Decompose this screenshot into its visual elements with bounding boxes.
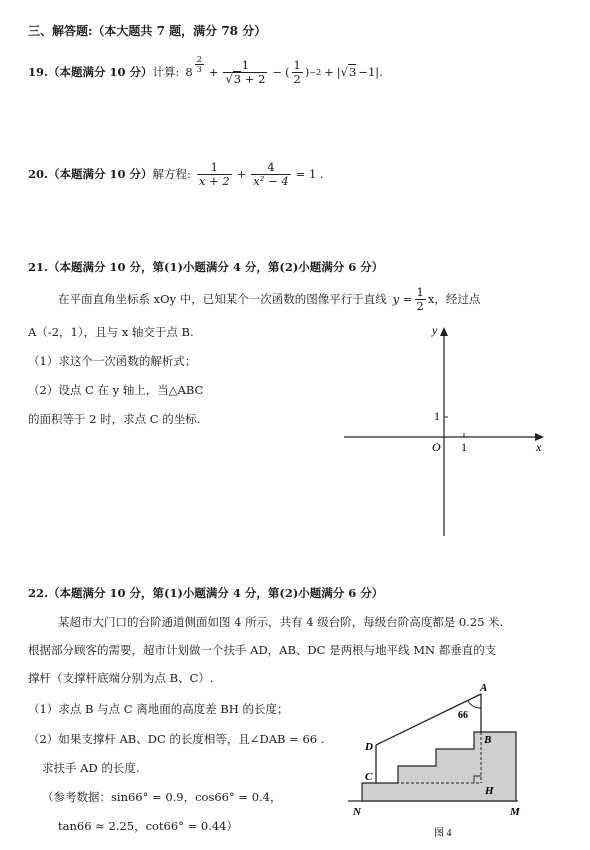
- q21-line-1: 在平面直角坐标系 xOy 中，已知某个一次函数的图像平行于直线 y = $\frac{1}{2}$ x，经过点: [58, 284, 481, 313]
- angle-label: 66: [458, 710, 468, 721]
- origin-label: O: [432, 440, 441, 454]
- q22-part-1: （1）求点 B 与点 C 离地面的高度差 BH 的长度；: [28, 702, 289, 716]
- q19-number: 19.: [28, 65, 49, 79]
- q22-ref-2: tan66 ≈ 2.25，cot66° = 0.44）: [58, 819, 238, 833]
- y-axis-arrow: [440, 327, 448, 336]
- q22-part-2-cont: 求扶手 AD 的长度.: [42, 761, 140, 775]
- q22-part-2: （2）如果支撑杆 AB、DC 的长度相等，且∠DAB = 66 .: [28, 732, 325, 746]
- label-n: N: [353, 806, 361, 818]
- x-tick-label: 1: [461, 440, 467, 454]
- q21-part-2: （2）设点 C 在 y 轴上，当△ABC: [28, 383, 204, 397]
- q19-fraction: $\frac{1}{√3 + 2}$: [225, 57, 266, 86]
- question-20: 20. （本题满分 10 分） 解方程: $\frac{1}{x + 2}$ + $\frac{4}{\text{x² − 4}}$ = 1 .: [28, 159, 324, 188]
- q21-part-1: （1）求这个一次函数的解析式；: [28, 354, 197, 368]
- y-axis-label: y: [432, 323, 438, 337]
- angle-arc: [468, 701, 481, 708]
- q22-line-3: 撑杆（支撑杆底端分别为点 B、C）.: [28, 671, 214, 685]
- label-b: B: [484, 734, 492, 746]
- label-m: M: [510, 806, 520, 818]
- q21-line-2: A（-2，1），且与 x 轴交于点 B.: [28, 325, 194, 339]
- y-tick-label: 1: [434, 409, 440, 423]
- q20-fraction-2: $\frac{4}{\text{x² − 4}}$: [253, 159, 289, 188]
- q20-number: 20.: [28, 167, 49, 181]
- x-axis-label: x: [536, 440, 542, 454]
- q20-fraction-1: $\frac{1}{x + 2}$: [198, 159, 230, 188]
- q22-ref-1: （参考数据：sin66° = 0.9，cos66° = 0.4，: [42, 790, 282, 804]
- q20-score: （本题满分 10 分）: [48, 167, 153, 181]
- label-d: D: [365, 741, 373, 753]
- q21-header: 21.（本题满分 10 分，第(1)小题满分 4 分，第(2)小题满分 6 分）: [28, 260, 384, 274]
- section-title: 三、解答题:（本大题共 7 题，满分 78 分）: [28, 24, 267, 38]
- label-c: C: [365, 771, 373, 783]
- q19-base: 8: [185, 65, 193, 79]
- q19-task: 计算:: [152, 65, 180, 79]
- coordinate-axes: [340, 320, 550, 545]
- q21-part-2-cont: 的面积等于 2 时，求点 C 的坐标.: [28, 412, 201, 426]
- figure-caption: 图 4: [434, 828, 452, 839]
- q22-line-1: 某超市大门口的台阶通道侧面如图 4 所示，共有 4 级台阶，每级台阶高度都是 0.25 米.: [58, 615, 504, 629]
- label-h: H: [485, 785, 494, 797]
- q22-line-2: 根据部分顾客的需要，超市计划做一个扶手 AD，AB、DC 是两根与地平线 MN 都垂直的支: [28, 643, 497, 657]
- q20-task: 解方程:: [152, 167, 191, 181]
- label-a: A: [480, 682, 488, 694]
- stairs-figure: [340, 682, 540, 840]
- q19-score: （本题满分 10 分）: [48, 65, 153, 79]
- question-19: 19. （本题满分 10 分） 计算: 8 $\frac{2}{3}$ + $\frac{1}{√3 + 2}$ − ( $\frac{1}{2}$ ) −2 + | √3 −1 |.: [28, 54, 383, 86]
- q19-half: $\frac{1}{2}$: [293, 57, 301, 86]
- q19-exponent: $\frac{2}{3}$: [196, 54, 202, 74]
- q22-header: 22.（本题满分 10 分，第(1)小题满分 4 分，第(2)小题满分 6 分）: [28, 586, 384, 600]
